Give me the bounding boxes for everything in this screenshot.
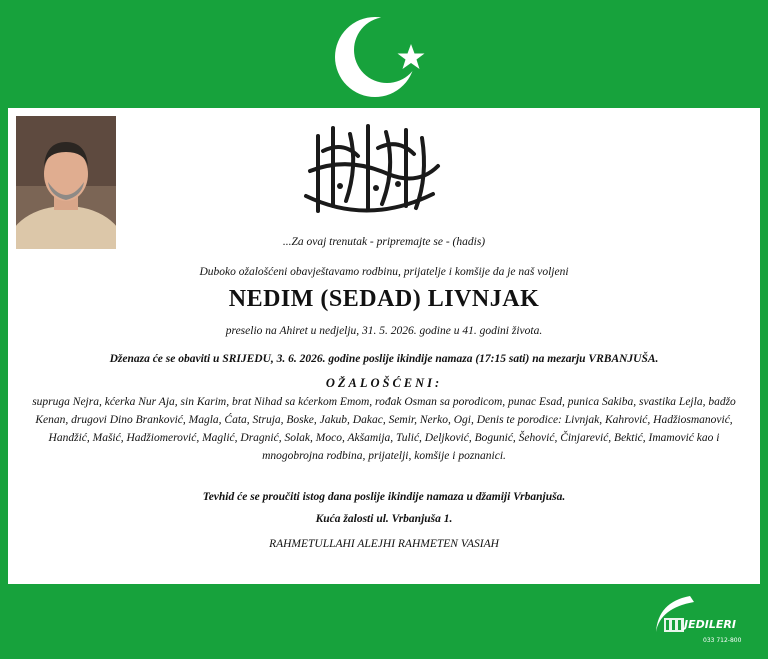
logo-name: JEDILERI — [684, 618, 736, 631]
calligraphy-emblem — [288, 116, 448, 231]
hadith-quote: ...Za ovaj trenutak - pripremajte se - (hadis) — [282, 236, 486, 248]
deceased-photo — [16, 116, 116, 249]
logo-phone: 033 712-800 — [703, 637, 742, 644]
death-info: preselio na Ahiret u nedjelju, 31. 5. 2026. godine u 41. godini života. — [225, 325, 543, 337]
tevhid-info: Tevhid će se proučiti istog dana poslije ikindije namaza u džamiji Vrbanjuša. — [202, 491, 566, 503]
closing-prayer: RAHMETULLAHI ALEJHI RAHMETEN VASIAH — [269, 538, 499, 550]
house-of-mourning: Kuća žalosti ul. Vrbanjuša 1. — [315, 513, 453, 525]
mourners-heading: OŽALOŠĆENI: — [325, 376, 443, 390]
intro-text: Duboko ožalošćeni obavještavamo rodbinu, prijatelje i komšije da je naš voljeni — [199, 266, 569, 278]
header-band — [0, 0, 768, 108]
funeral-info: Dženaza će se obaviti u SRIJEDU, 3. 6. 2026. godine poslije ikindije namaza (17:15 sati) na mezarju VRBANJUŠA. — [109, 353, 659, 365]
mourners-list: supruga Nejra, kćerka Nur Aja, sin Karim, brat Nihad sa kćerkom Emom, rođak Osman sa porodicom, punac Esad, punica Sakiba, svastika Lejla, badžo Kenan, drugovi Dino Branković, Magla, Ćata, Struja, Boske, Jakub, Dakac, Semir, Nerko, Ogi, Denis te porodice: Livnjak, Kahrović, Hadžiosmanović, Handžić, Mašić, Hadžiomerović, Maglić, Dragnić, Solak, Moco, Akšamija, Tulić, Deljković, Bogunić, Šehović, Činjarević, Bektić, Imamović kao i mnogobrojna rodbina, prijatelji, komšije i poznanici. — [32, 396, 736, 462]
obituary-card — [8, 108, 760, 584]
deceased-name: NEDIM (SEDAD) LIVNJAK — [228, 286, 540, 312]
portrait-image — [16, 116, 116, 249]
crescent-star-icon — [335, 12, 430, 102]
